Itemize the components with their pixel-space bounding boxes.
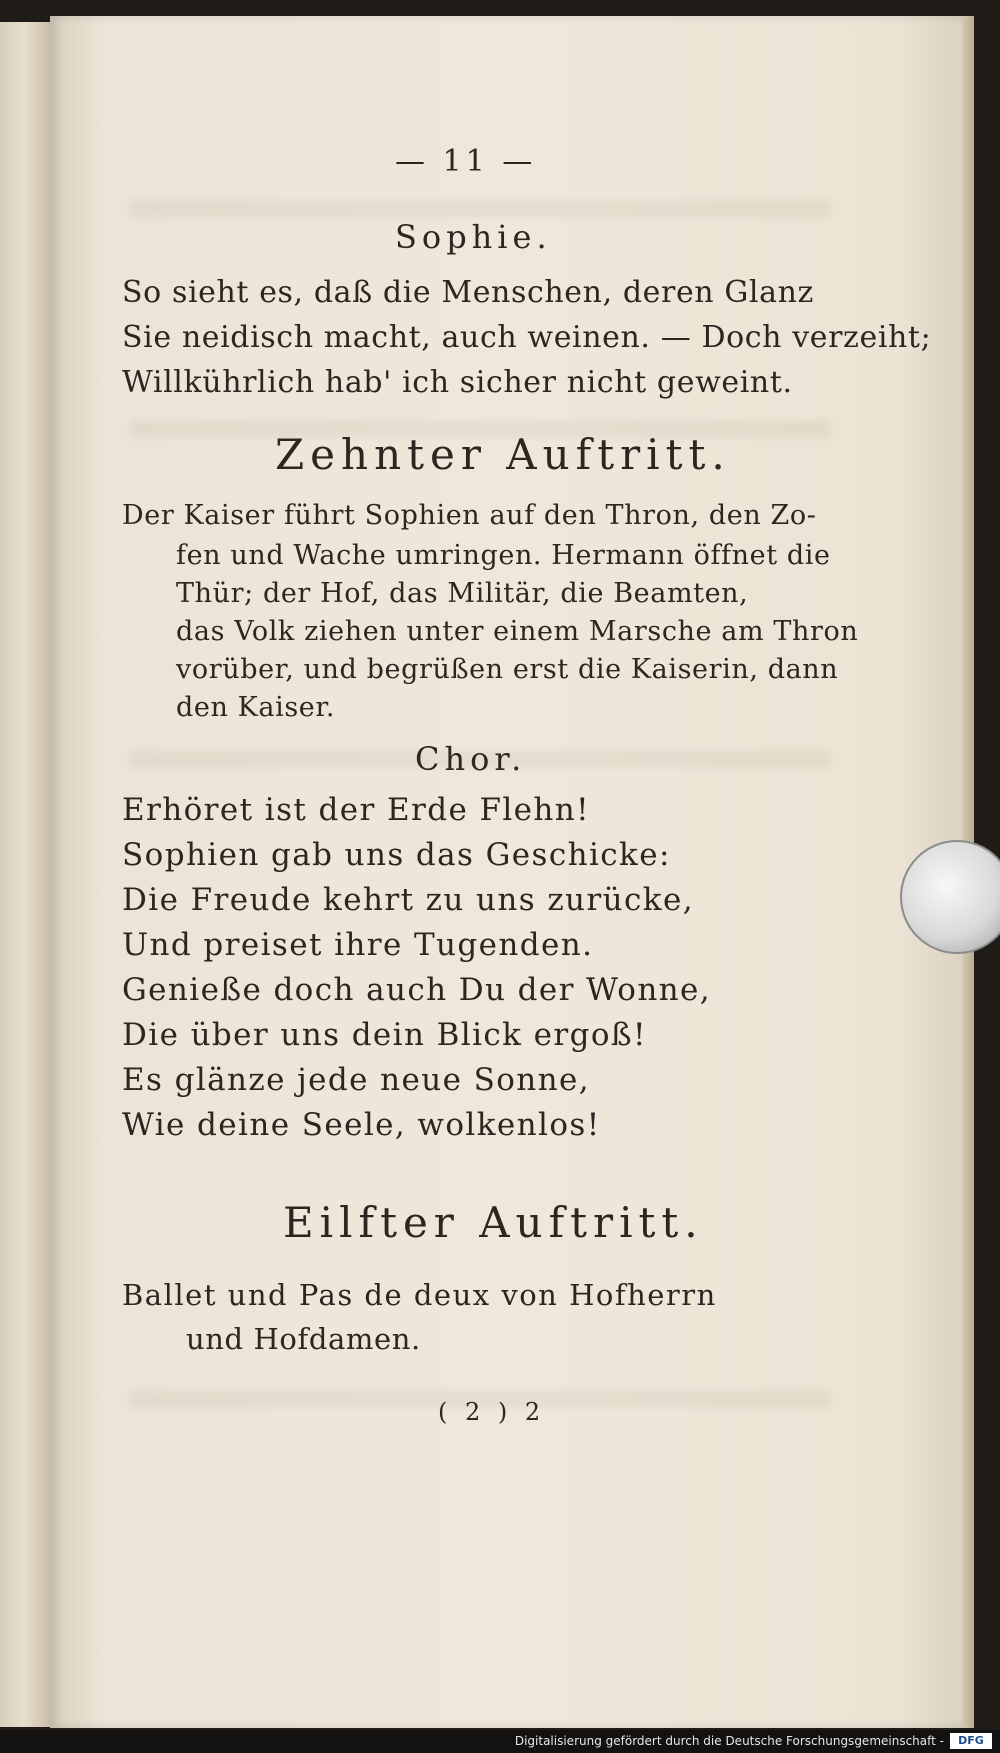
stage-direction-line: den Kaiser. [176, 692, 336, 723]
stage-direction-line: fen und Wache umringen. Hermann öffnet die [176, 540, 831, 571]
show-through-line [130, 200, 830, 218]
signature-mark: ( 2 ) 2 [438, 1398, 546, 1426]
stage-direction-line: Der Kaiser führt Sophien auf den Thron, den Zo- [122, 500, 817, 531]
speaker-name: Sophie. [395, 218, 552, 256]
chorus-line: Es glänze jede neue Sonne, [122, 1062, 591, 1098]
chorus-line: Genieße doch auch Du der Wonne, [122, 972, 712, 1008]
speech-line: So sieht es, daß die Menschen, deren Glanz [122, 275, 814, 310]
chorus-heading: Chor. [415, 740, 527, 778]
digitization-footer [0, 1730, 1000, 1753]
speech-line: Willkührlich hab' ich sicher nicht geweint. [122, 365, 793, 400]
stage-direction-line: das Volk ziehen unter einem Marsche am Thron [176, 616, 859, 647]
chorus-line: Sophien gab uns das Geschicke: [122, 837, 671, 873]
speech-line: Sie neidisch macht, auch weinen. — Doch verzeiht; [122, 320, 932, 355]
chorus-line: Wie deine Seele, wolkenlos! [122, 1107, 601, 1143]
chorus-line: Und preiset ihre Tugenden. [122, 927, 594, 963]
page-number: — 11 — [395, 144, 537, 179]
footer-credit: Digitalisierung gefördert durch die Deutsche Forschungsgemeinschaft - [514, 1734, 944, 1748]
stage-direction-line: Thür; der Hof, das Militär, die Beamten, [176, 578, 749, 609]
chorus-line: Die Freude kehrt zu uns zurücke, [122, 882, 694, 918]
scene-heading: Zehnter Auftritt. [275, 430, 731, 479]
chorus-line: Die über uns dein Blick ergoß! [122, 1017, 647, 1053]
dfg-logo: DFG [950, 1733, 992, 1749]
chorus-line: Erhöret ist der Erde Flehn! [122, 792, 591, 828]
stage-direction-line: und Hofdamen. [186, 1322, 421, 1356]
stage-direction-line: vorüber, und begrüßen erst die Kaiserin, dann [176, 654, 839, 685]
scene-heading: Eilfter Auftritt. [283, 1198, 704, 1247]
stage-direction-line: Ballet und Pas de deux von Hofherrn [122, 1278, 717, 1312]
